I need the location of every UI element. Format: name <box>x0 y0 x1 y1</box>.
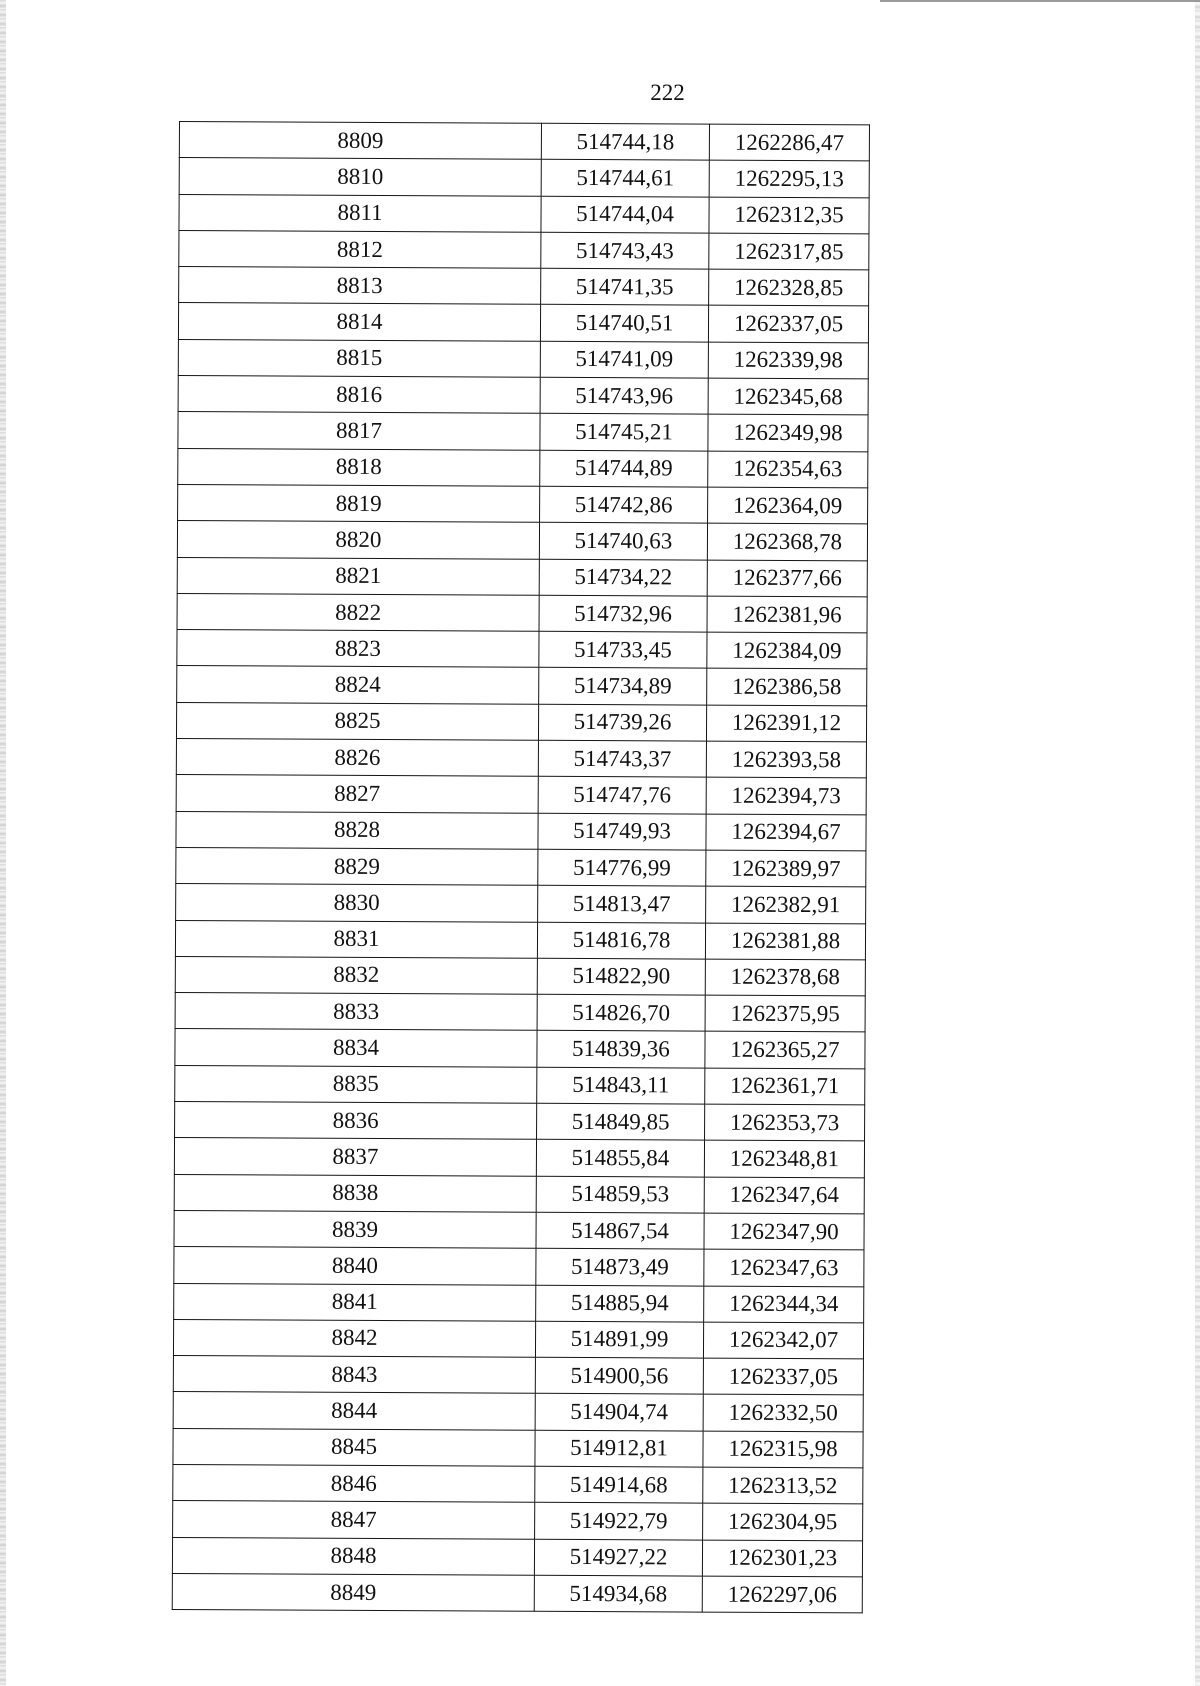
x-coordinate-cell: 514741,09 <box>540 341 708 378</box>
y-coordinate-cell: 1262295,13 <box>709 160 869 197</box>
table-row <box>175 1102 865 1142</box>
table-row <box>175 956 865 996</box>
y-coordinate-cell: 1262332,50 <box>703 1394 863 1431</box>
table-row <box>174 1247 864 1287</box>
table-row <box>172 1537 862 1577</box>
table-row <box>173 1392 863 1432</box>
x-coordinate-cell: 514743,37 <box>538 740 706 777</box>
y-coordinate-cell: 1262315,98 <box>703 1431 863 1468</box>
y-coordinate-cell: 1262368,78 <box>707 523 867 560</box>
y-coordinate-cell: 1262384,09 <box>707 632 867 669</box>
y-coordinate-cell: 1262394,67 <box>706 814 866 851</box>
x-coordinate-cell: 514733,45 <box>539 631 707 668</box>
x-coordinate-cell: 514855,84 <box>536 1140 704 1177</box>
point-number-cell: 8811 <box>179 194 541 232</box>
point-number-cell: 8838 <box>174 1174 536 1212</box>
x-coordinate-cell: 514922,79 <box>535 1503 703 1540</box>
table-row <box>178 412 868 452</box>
table-row <box>173 1464 863 1504</box>
point-number-cell: 8843 <box>173 1356 535 1394</box>
table-row <box>177 593 867 633</box>
table-row <box>174 1210 864 1250</box>
y-coordinate-cell: 1262328,85 <box>709 269 869 306</box>
y-coordinate-cell: 1262339,98 <box>708 342 868 379</box>
y-coordinate-cell: 1262393,58 <box>706 741 866 778</box>
x-coordinate-cell: 514744,18 <box>541 123 709 160</box>
x-coordinate-cell: 514740,63 <box>539 523 707 560</box>
point-number-cell: 8822 <box>177 593 539 631</box>
point-number-cell: 8810 <box>179 158 541 196</box>
x-coordinate-cell: 514734,89 <box>539 668 707 705</box>
x-coordinate-cell: 514742,86 <box>540 486 708 523</box>
y-coordinate-cell: 1262297,06 <box>702 1576 862 1613</box>
x-coordinate-cell: 514749,93 <box>538 813 706 850</box>
point-number-cell: 8818 <box>178 448 540 486</box>
table-row <box>175 920 865 960</box>
point-number-cell: 8846 <box>173 1464 535 1502</box>
point-number-cell: 8815 <box>178 339 540 377</box>
point-number-cell: 8831 <box>175 920 537 958</box>
table-row <box>177 666 867 706</box>
point-number-cell: 8821 <box>177 557 539 595</box>
y-coordinate-cell: 1262313,52 <box>703 1467 863 1504</box>
point-number-cell: 8819 <box>178 484 540 522</box>
table-row <box>178 376 868 416</box>
table-row <box>178 303 868 343</box>
x-coordinate-cell: 514914,68 <box>535 1466 703 1503</box>
x-coordinate-cell: 514822,90 <box>537 958 705 995</box>
x-coordinate-cell: 514776,99 <box>538 849 706 886</box>
point-number-cell: 8824 <box>177 666 539 704</box>
point-number-cell: 8825 <box>176 702 538 740</box>
y-coordinate-cell: 1262377,66 <box>707 560 867 597</box>
y-coordinate-cell: 1262286,47 <box>709 124 869 161</box>
table-row <box>176 811 866 851</box>
point-number-cell: 8832 <box>175 956 537 994</box>
y-coordinate-cell: 1262317,85 <box>709 233 869 270</box>
table-row <box>178 448 868 488</box>
x-coordinate-cell: 514900,56 <box>535 1357 703 1394</box>
x-coordinate-cell: 514734,22 <box>539 559 707 596</box>
x-coordinate-cell: 514843,11 <box>537 1067 705 1104</box>
point-number-cell: 8849 <box>172 1573 534 1611</box>
x-coordinate-cell: 514912,81 <box>535 1430 703 1467</box>
x-coordinate-cell: 514744,04 <box>541 196 709 233</box>
x-coordinate-cell: 514741,35 <box>541 268 709 305</box>
x-coordinate-cell: 514740,51 <box>540 305 708 342</box>
table-row <box>173 1501 863 1541</box>
y-coordinate-cell: 1262342,07 <box>703 1322 863 1359</box>
table-row <box>178 339 868 379</box>
y-coordinate-cell: 1262337,05 <box>703 1358 863 1395</box>
coordinates-table <box>172 121 870 1614</box>
table-row <box>177 557 867 597</box>
point-number-cell: 8841 <box>174 1283 536 1321</box>
y-coordinate-cell: 1262364,09 <box>708 487 868 524</box>
y-coordinate-cell: 1262354,63 <box>708 451 868 488</box>
table-row <box>176 739 866 779</box>
point-number-cell: 8836 <box>175 1102 537 1140</box>
x-coordinate-cell: 514816,78 <box>537 922 705 959</box>
table-row <box>177 521 867 561</box>
x-coordinate-cell: 514849,85 <box>537 1103 705 1140</box>
point-number-cell: 8816 <box>178 376 540 414</box>
x-coordinate-cell: 514739,26 <box>538 704 706 741</box>
y-coordinate-cell: 1262347,63 <box>704 1249 864 1286</box>
table-row <box>175 993 865 1033</box>
point-number-cell: 8814 <box>178 303 540 341</box>
y-coordinate-cell: 1262301,23 <box>702 1540 862 1577</box>
table-row <box>178 484 868 524</box>
table-row <box>176 775 866 815</box>
x-coordinate-cell: 514873,49 <box>536 1248 704 1285</box>
y-coordinate-cell: 1262344,34 <box>704 1286 864 1323</box>
point-number-cell: 8812 <box>179 230 541 268</box>
y-coordinate-cell: 1262381,96 <box>707 596 867 633</box>
y-coordinate-cell: 1262348,81 <box>704 1140 864 1177</box>
point-number-cell: 8833 <box>175 993 537 1031</box>
x-coordinate-cell: 514859,53 <box>536 1176 704 1213</box>
x-coordinate-cell: 514813,47 <box>538 885 706 922</box>
x-coordinate-cell: 514927,22 <box>534 1539 702 1576</box>
table-row <box>179 122 869 162</box>
x-coordinate-cell: 514732,96 <box>539 595 707 632</box>
point-number-cell: 8848 <box>172 1537 534 1575</box>
x-coordinate-cell: 514747,76 <box>538 777 706 814</box>
x-coordinate-cell: 514891,99 <box>535 1321 703 1358</box>
point-number-cell: 8829 <box>176 847 538 885</box>
y-coordinate-cell: 1262378,68 <box>705 959 865 996</box>
point-number-cell: 8847 <box>173 1501 535 1539</box>
y-coordinate-cell: 1262347,64 <box>704 1177 864 1214</box>
table-row <box>173 1356 863 1396</box>
y-coordinate-cell: 1262391,12 <box>706 705 866 742</box>
table-row <box>175 1065 865 1105</box>
y-coordinate-cell: 1262312,35 <box>709 197 869 234</box>
table-row <box>174 1283 864 1323</box>
point-number-cell: 8845 <box>173 1428 535 1466</box>
x-coordinate-cell: 514745,21 <box>540 414 708 451</box>
point-number-cell: 8830 <box>176 884 538 922</box>
point-number-cell: 8817 <box>178 412 540 450</box>
x-coordinate-cell: 514934,68 <box>534 1575 702 1612</box>
point-number-cell: 8828 <box>176 811 538 849</box>
x-coordinate-cell: 514743,43 <box>541 232 709 269</box>
y-coordinate-cell: 1262394,73 <box>706 777 866 814</box>
table-row <box>176 702 866 742</box>
x-coordinate-cell: 514744,89 <box>540 450 708 487</box>
point-number-cell: 8820 <box>177 521 539 559</box>
y-coordinate-cell: 1262386,58 <box>707 669 867 706</box>
y-coordinate-cell: 1262365,27 <box>705 1032 865 1069</box>
table-row <box>173 1428 863 1468</box>
point-number-cell: 8840 <box>174 1247 536 1285</box>
point-number-cell: 8842 <box>173 1319 535 1357</box>
point-number-cell: 8809 <box>179 122 541 160</box>
point-number-cell: 8826 <box>176 739 538 777</box>
point-number-cell: 8837 <box>174 1138 536 1176</box>
point-number-cell: 8813 <box>179 267 541 305</box>
y-coordinate-cell: 1262361,71 <box>705 1068 865 1105</box>
y-coordinate-cell: 1262347,90 <box>704 1213 864 1250</box>
scan-edge-left <box>0 0 6 1686</box>
x-coordinate-cell: 514904,74 <box>535 1394 703 1431</box>
point-number-cell: 8827 <box>176 775 538 813</box>
point-number-cell: 8835 <box>175 1065 537 1103</box>
y-coordinate-cell: 1262389,97 <box>706 850 866 887</box>
point-number-cell: 8834 <box>175 1029 537 1067</box>
y-coordinate-cell: 1262349,98 <box>708 414 868 451</box>
point-number-cell: 8823 <box>177 630 539 668</box>
y-coordinate-cell: 1262381,88 <box>705 923 865 960</box>
table-row <box>176 847 866 887</box>
table-row <box>173 1319 863 1359</box>
scan-edge-right <box>1195 0 1200 1686</box>
scan-top-line <box>880 0 1200 2</box>
y-coordinate-cell: 1262337,05 <box>708 306 868 343</box>
y-coordinate-cell: 1262304,95 <box>703 1503 863 1540</box>
point-number-cell: 8844 <box>173 1392 535 1430</box>
x-coordinate-cell: 514885,94 <box>536 1285 704 1322</box>
table-row <box>179 267 869 307</box>
table-row <box>176 884 866 924</box>
y-coordinate-cell: 1262345,68 <box>708 378 868 415</box>
x-coordinate-cell: 514867,54 <box>536 1212 704 1249</box>
table-row <box>174 1174 864 1214</box>
y-coordinate-cell: 1262375,95 <box>705 995 865 1032</box>
point-number-cell: 8839 <box>174 1210 536 1248</box>
x-coordinate-cell: 514743,96 <box>540 377 708 414</box>
table-row <box>172 1573 862 1613</box>
table-row <box>175 1029 865 1069</box>
table-row <box>179 194 869 234</box>
x-coordinate-cell: 514839,36 <box>537 1031 705 1068</box>
table-row <box>177 630 867 670</box>
y-coordinate-cell: 1262382,91 <box>706 886 866 923</box>
y-coordinate-cell: 1262353,73 <box>705 1104 865 1141</box>
table-body <box>172 122 869 1614</box>
table-row <box>179 158 869 198</box>
x-coordinate-cell: 514744,61 <box>541 160 709 197</box>
x-coordinate-cell: 514826,70 <box>537 994 705 1031</box>
page-number: 222 <box>650 80 685 105</box>
table-row <box>174 1138 864 1178</box>
table-row <box>179 230 869 270</box>
